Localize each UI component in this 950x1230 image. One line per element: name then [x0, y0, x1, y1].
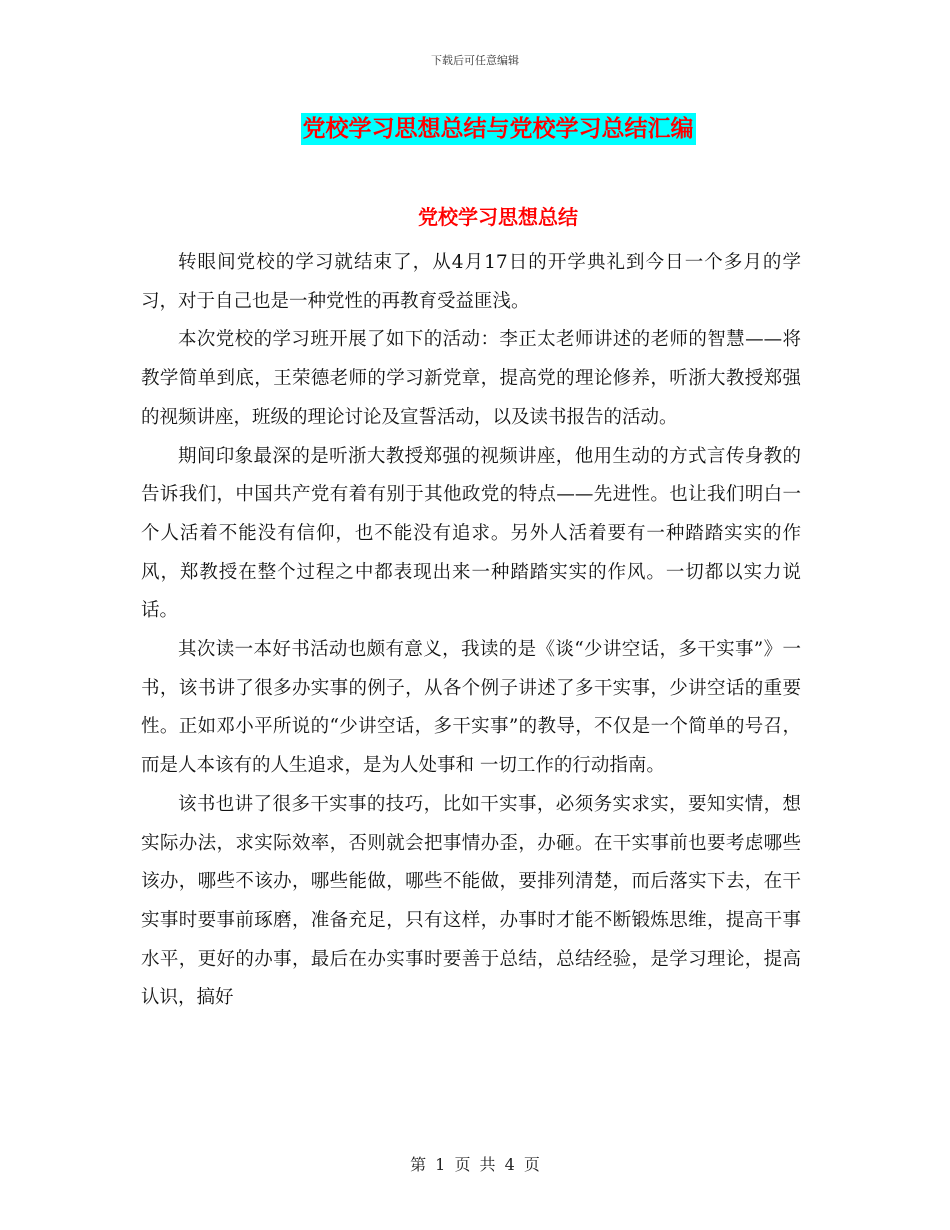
body-paragraph: 转眼间党校的学习就结束了，从4月17日的开学典礼到今日一个多月的学习，对于自己也是一种党性的再教育受益匪浅。: [141, 252, 801, 312]
document-title: 党校学习思想总结与党校学习总结汇编: [301, 113, 696, 145]
document-title-container: [0, 113, 950, 145]
page-header-note: 下载后可任意编辑: [431, 54, 519, 67]
page-footer-page-number: 第 1 页 共 4 页: [410, 1155, 540, 1174]
body-paragraph: 本次党校的学习班开展了如下的活动：李正太老师讲述的老师的智慧——将教学简单到底，王荣德老师的学习新党章，提高党的理论修养，听浙大教授郑强的视频讲座，班级的理论讨论及宣誓活动，以及读书报告的活动。: [141, 329, 801, 428]
body-paragraph: 其次读一本好书活动也颇有意义，我读的是《谈“少讲空话，多干实事”》一书，该书讲了很多办实事的例子，从各个例子讲述了多干实事，少讲空话的重要性。正如邓小平所说的“少讲空话，多干实事”的教导，不仅是一个简单的号召，而是人本该有的人生追求，是为人处事和 一切工作的行动指南。: [141, 639, 801, 777]
body-paragraph: 期间印象最深的是听浙大教授郑强的视频讲座，他用生动的方式言传身教的告诉我们，中国共产党有着有别于其他政党的特点——先进性。也让我们明白一个人活着不能没有信仰，也不能没有追求。另外人活着要有一种踏踏实实的作风，郑教授在整个过程之中都表现出来一种踏踏实实的作风。一切都以实力说话。: [141, 445, 801, 622]
document-body: [141, 244, 801, 1018]
body-paragraph: 该书也讲了很多干实事的技巧，比如干实事，必须务实求实，要知实情，想实际办法，求实际效率，否则就会把事情办歪，办砸。在干实事前也要考虑哪些该办，哪些不该办，哪些能做，哪些不能做，要排列清楚，而后落实下去，在干实事时要事前琢磨，准备充足，只有这样，办事时才能不断锻炼思维，提高干事水平，更好的办事，最后在办实事时要善于总结，总结经验，是学习理论，提高认识，搞好: [141, 793, 801, 1009]
section-title: 党校学习思想总结: [418, 205, 578, 229]
